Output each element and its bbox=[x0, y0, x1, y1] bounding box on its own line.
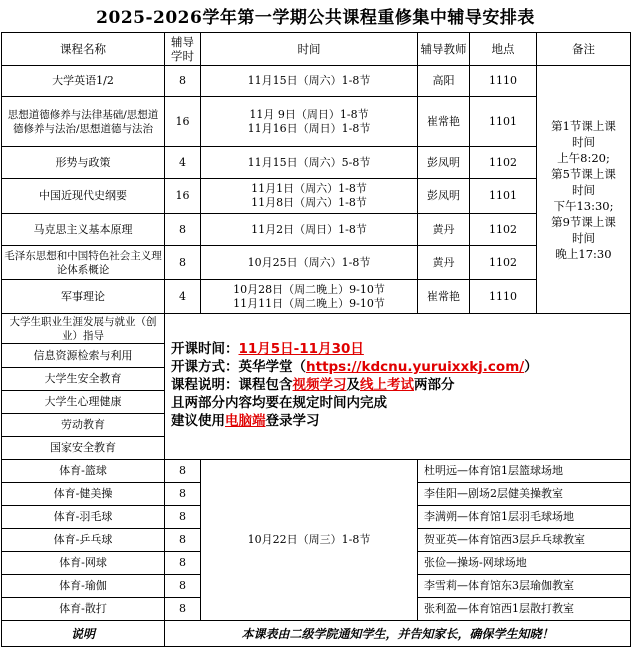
pe-course: 体育-瑜伽 bbox=[2, 575, 165, 598]
notice-block bbox=[165, 314, 631, 460]
pe-course: 体育-健美操 bbox=[2, 483, 165, 506]
course-name: 形势与政策 bbox=[2, 147, 165, 179]
notice-line: 建议使用电脑端登录学习 bbox=[171, 413, 320, 429]
footer-text: 本课表由二级学院通知学生，并告知家长，确保学生知晓！ bbox=[165, 621, 631, 647]
course-time: 11月15日（周六）5-8节 bbox=[201, 147, 418, 179]
pe-course: 体育-篮球 bbox=[2, 460, 165, 483]
course-hours: 4 bbox=[165, 147, 201, 179]
course-room: 1102 bbox=[470, 147, 537, 179]
online-course: 劳动教育 bbox=[2, 414, 165, 437]
notice-line: 开课方式：英华学堂（https://kdcnu.yuruixxkj.com/） bbox=[171, 359, 538, 375]
schedule-table bbox=[1, 32, 631, 647]
table-row bbox=[2, 214, 631, 246]
table-row bbox=[2, 97, 631, 147]
header-course: 课程名称 bbox=[2, 33, 165, 66]
course-hours: 16 bbox=[165, 179, 201, 214]
pe-hours: 8 bbox=[165, 460, 201, 483]
header-location: 地点 bbox=[470, 33, 537, 66]
course-hours: 4 bbox=[165, 280, 201, 314]
course-time: 11月1日（周六）1-8节 11月8日（周六）1-8节 bbox=[201, 179, 418, 214]
course-hours: 8 bbox=[165, 246, 201, 280]
table-row bbox=[2, 280, 631, 314]
remark-cell: 第1节课上课 时间 上午8:20; 第5节课上课 时间 下午13:30; 第9节课上课 时间 晚上17:30 bbox=[537, 66, 631, 314]
course-name: 思想道德修养与法律基础/思想道德修养与法治/思想道德与法治 bbox=[2, 97, 165, 147]
online-course: 大学生心理健康 bbox=[2, 391, 165, 414]
notice-line: 且两部分内容均要在规定时间内完成 bbox=[171, 395, 387, 411]
pe-hours: 8 bbox=[165, 506, 201, 529]
course-room: 1101 bbox=[470, 179, 537, 214]
course-teacher: 彭凤明 bbox=[418, 179, 470, 214]
course-teacher: 彭凤明 bbox=[418, 147, 470, 179]
course-hours: 8 bbox=[165, 214, 201, 246]
course-time: 11月 9日（周日）1-8节 11月16日（周日）1-8节 bbox=[201, 97, 418, 147]
notice-line: 课程说明：课程包含视频学习及线上考试两部分 bbox=[171, 377, 455, 393]
pe-location: 张利盈—体育馆西1层散打教室 bbox=[418, 598, 631, 621]
pe-time: 10月22日（周三）1-8节 bbox=[201, 460, 418, 621]
course-hours: 8 bbox=[165, 66, 201, 97]
pe-course: 体育-乒乓球 bbox=[2, 529, 165, 552]
course-teacher: 高阳 bbox=[418, 66, 470, 97]
online-course: 国家安全教育 bbox=[2, 437, 165, 460]
course-time: 10月25日（周六）1-8节 bbox=[201, 246, 418, 280]
course-room: 1101 bbox=[470, 97, 537, 147]
table-row bbox=[2, 246, 631, 280]
pe-course: 体育-散打 bbox=[2, 598, 165, 621]
pe-hours: 8 bbox=[165, 529, 201, 552]
page-title: 2025-2026学年第一学期公共课程重修集中辅导安排表 bbox=[96, 8, 535, 28]
header-hours: 辅导学时 bbox=[165, 33, 201, 66]
course-hours: 16 bbox=[165, 97, 201, 147]
course-time: 10月28日（周二晚上）9-10节 11月11日（周二晚上）9-10节 bbox=[201, 280, 418, 314]
course-room: 1102 bbox=[470, 246, 537, 280]
online-row bbox=[2, 314, 631, 344]
course-room: 1110 bbox=[470, 280, 537, 314]
pe-course: 体育-羽毛球 bbox=[2, 506, 165, 529]
pe-location: 李佳阳—剧场2层健美操教室 bbox=[418, 483, 631, 506]
header-time: 时间 bbox=[201, 33, 418, 66]
footer-row bbox=[2, 621, 631, 647]
course-teacher: 崔常艳 bbox=[418, 280, 470, 314]
course-name: 中国近现代史纲要 bbox=[2, 179, 165, 214]
header-row bbox=[2, 33, 631, 66]
pe-hours: 8 bbox=[165, 483, 201, 506]
online-course: 信息资源检索与利用 bbox=[2, 344, 165, 368]
online-course: 大学生安全教育 bbox=[2, 368, 165, 391]
course-time: 11月2日（周日）1-8节 bbox=[201, 214, 418, 246]
header-remark: 备注 bbox=[537, 33, 631, 66]
notice-line: 开课时间：11月5日-11月30日 bbox=[171, 341, 364, 357]
course-name: 军事理论 bbox=[2, 280, 165, 314]
pe-hours: 8 bbox=[165, 598, 201, 621]
course-teacher: 黄丹 bbox=[418, 246, 470, 280]
pe-location: 杜明远—体育馆1层篮球场地 bbox=[418, 460, 631, 483]
footer-label: 说明 bbox=[2, 621, 165, 647]
pe-location: 贺亚英—体育馆西3层乒乓球教室 bbox=[418, 529, 631, 552]
course-room: 1102 bbox=[470, 214, 537, 246]
pe-hours: 8 bbox=[165, 552, 201, 575]
pe-course: 体育-网球 bbox=[2, 552, 165, 575]
course-room: 1110 bbox=[470, 66, 537, 97]
course-time: 11月15日（周六）1-8节 bbox=[201, 66, 418, 97]
online-course: 大学生职业生涯发展与就业（创业）指导 bbox=[2, 314, 165, 344]
course-name: 马克思主义基本原理 bbox=[2, 214, 165, 246]
table-row bbox=[2, 66, 631, 97]
table-row bbox=[2, 147, 631, 179]
course-teacher: 黄丹 bbox=[418, 214, 470, 246]
course-name: 毛泽东思想和中国特色社会主义理论体系概论 bbox=[2, 246, 165, 280]
table-row bbox=[2, 179, 631, 214]
pe-row bbox=[2, 460, 631, 483]
course-name: 大学英语1/2 bbox=[2, 66, 165, 97]
pe-location: 张俭—操场-网球场地 bbox=[418, 552, 631, 575]
header-teacher: 辅导教师 bbox=[418, 33, 470, 66]
course-teacher: 崔常艳 bbox=[418, 97, 470, 147]
course-url-link[interactable]: https://kdcnu.yuruixxkj.com/ bbox=[306, 359, 525, 375]
pe-location: 李雪莉—体育馆东3层瑜伽教室 bbox=[418, 575, 631, 598]
pe-hours: 8 bbox=[165, 575, 201, 598]
pe-location: 李满朔—体育馆1层羽毛球场地 bbox=[418, 506, 631, 529]
